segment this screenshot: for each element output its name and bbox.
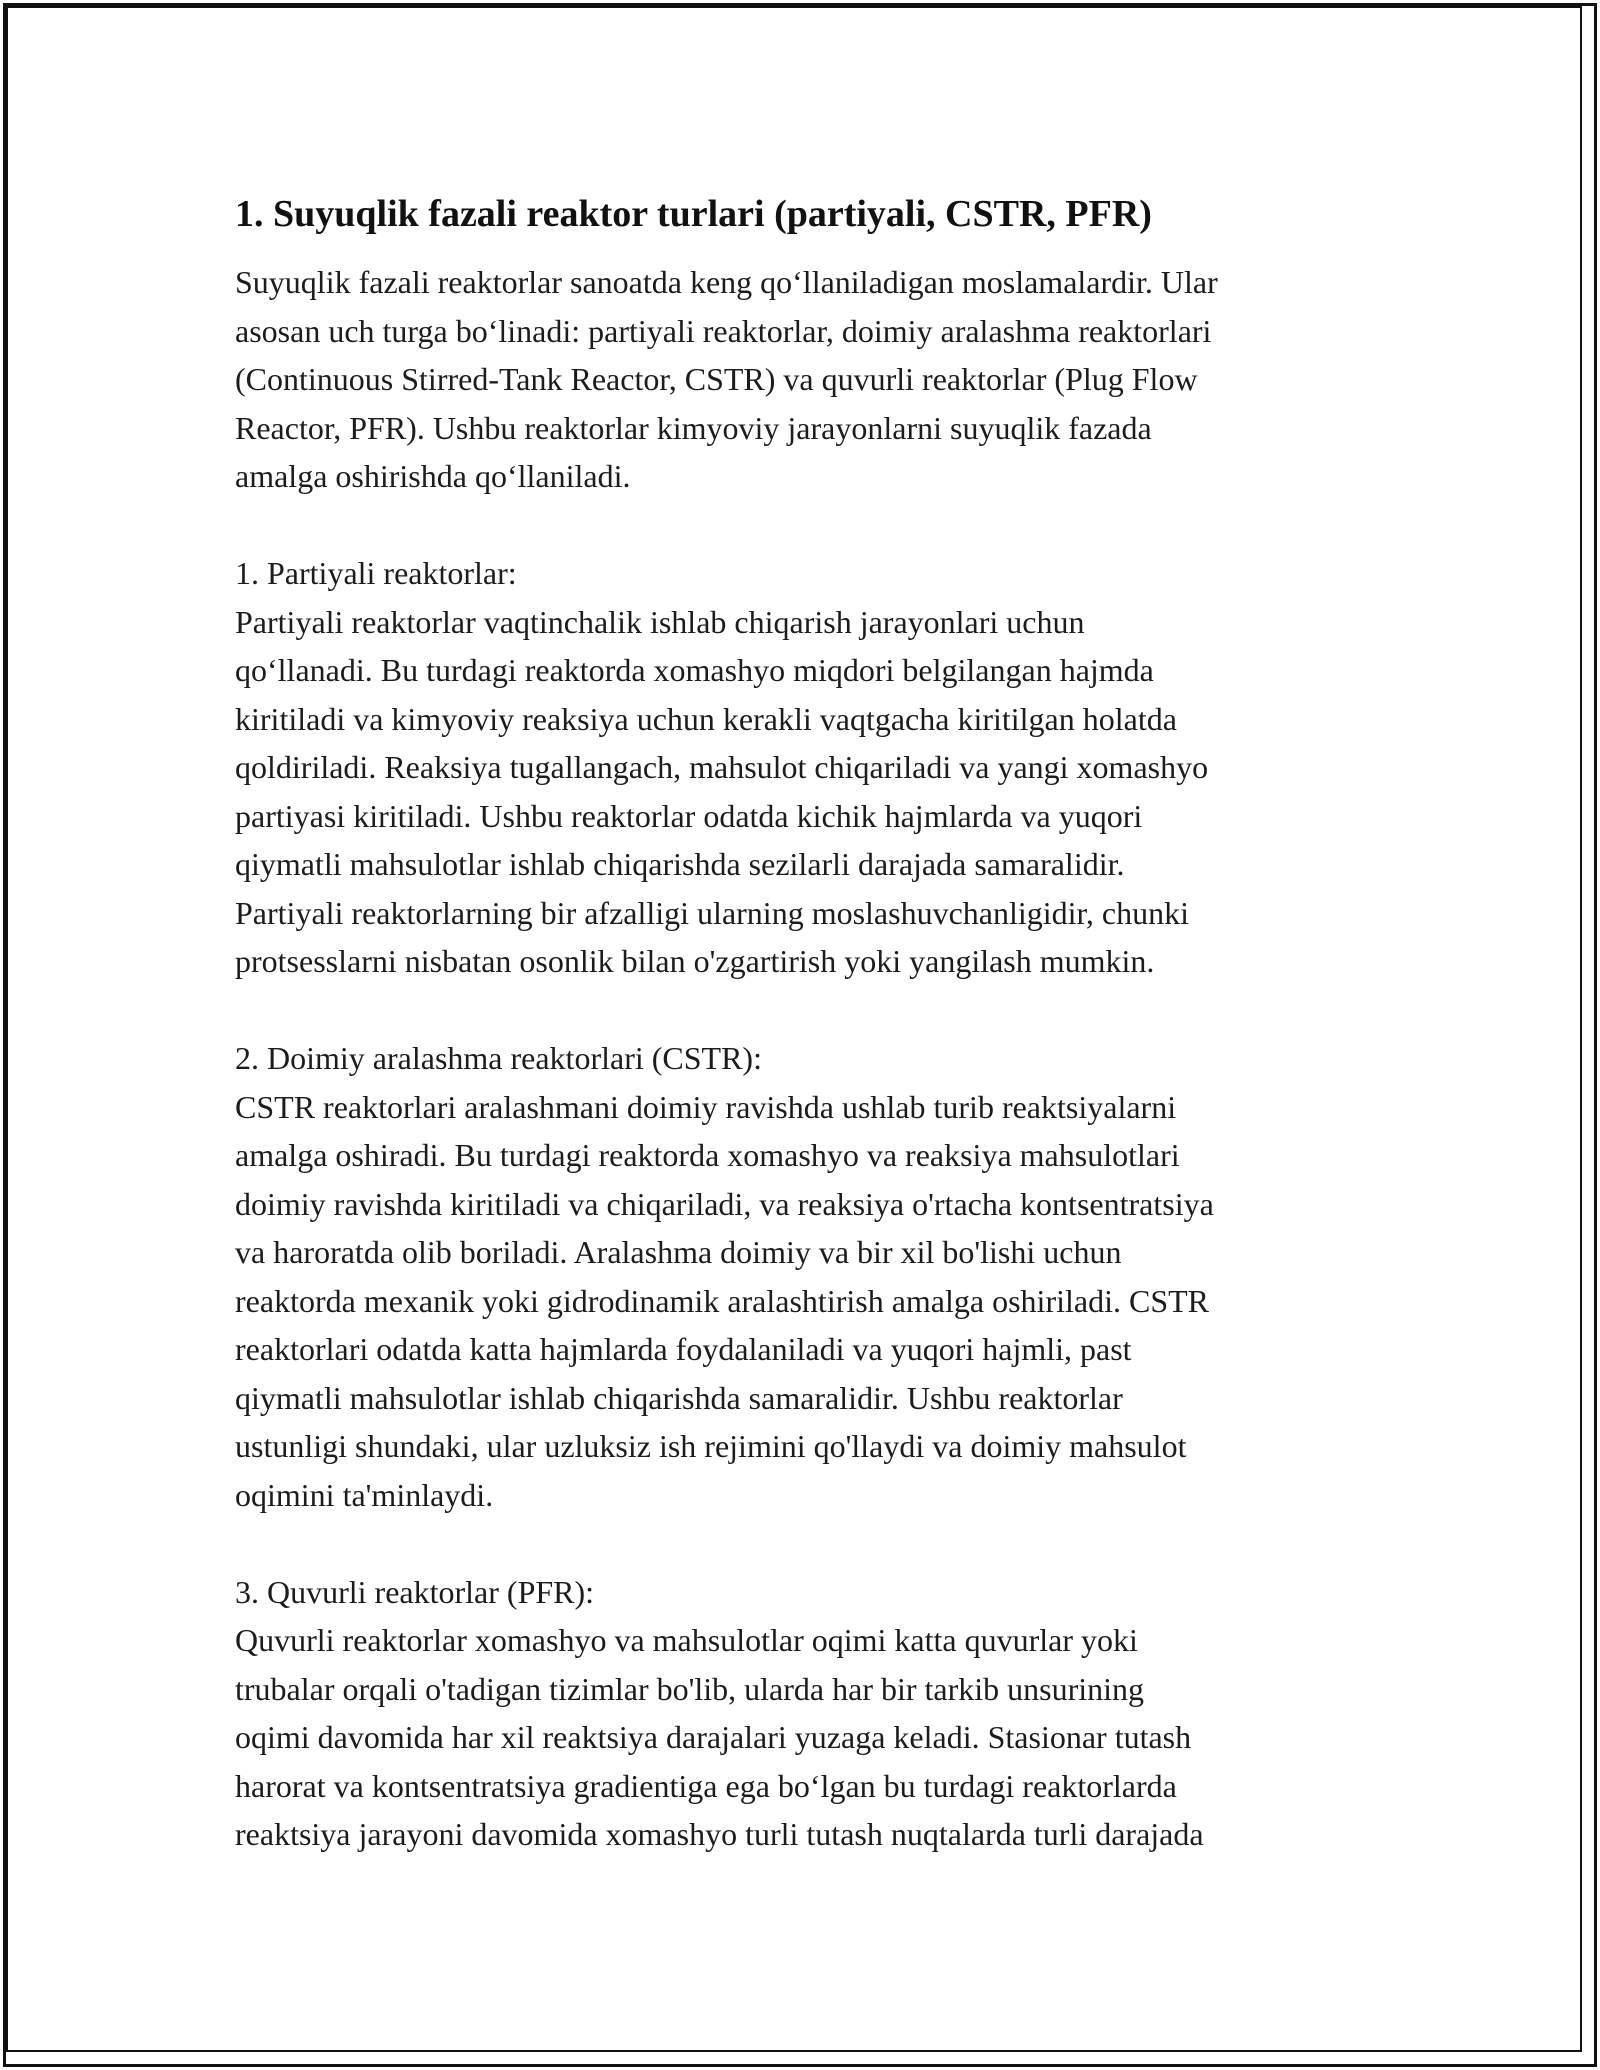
document-heading: 1. Suyuqlik fazali reaktor turlari (partiyali, CSTR, PFR) bbox=[235, 193, 1152, 235]
text-line: oqimini ta'minlaydi. bbox=[235, 1476, 494, 1513]
text-line: qiymatli mahsulotlar ishlab chiqarishda sezilarli darajada samaralidir. bbox=[235, 846, 1125, 882]
text-line: kiritiladi va kimyoviy reaksiya uchun kerakli vaqtgacha kiritilgan holatda bbox=[235, 700, 1177, 737]
text-line: qoldiriladi. Reaksiya tugallangach, mahsulot chiqariladi va yangi xomashyo bbox=[235, 749, 1209, 785]
text-line: qo‘llanadi. Bu turdagi reaktorda xomashyo miqdori belgilangan hajmda bbox=[235, 652, 1154, 688]
text-line: ustunligi shundaki, ular uzluksiz ish rejimini qo'llaydi va doimiy mahsulot bbox=[235, 1428, 1187, 1464]
text-line: oqimi davomida har xil reaktsiya darajalari yuzaga keladi. Stasionar tutash bbox=[235, 1719, 1192, 1755]
document-page bbox=[235, 190, 1385, 1859]
text-line: protsesslarni nisbatan osonlik bilan o'zgartirish yoki yangilash mumkin. bbox=[235, 943, 1155, 979]
section-title: 3. Quvurli reaktorlar (PFR): bbox=[235, 1573, 595, 1610]
text-line: harorat va kontsentratsiya gradientiga ega bo‘lgan bu turdagi reaktorlarda bbox=[235, 1767, 1177, 1804]
section-cstr-reactors bbox=[235, 1034, 1385, 1519]
section-title: 1. Partiyali reaktorlar: bbox=[235, 555, 517, 591]
text-line: va haroratda olib boriladi. Aralashma doimiy va bir xil bo'lishi uchun bbox=[235, 1234, 1122, 1270]
text-line: Partiyali reaktorlarning bir afzalligi ularning moslashuvchanligidir, chunki bbox=[235, 894, 1190, 931]
section-pfr-reactors bbox=[235, 1568, 1385, 1859]
text-line: asosan uch turga bo‘linadi: partiyali reaktorlar, doimiy aralashma reaktorlari bbox=[235, 312, 1212, 349]
text-line: qiymatli mahsulotlar ishlab chiqarishda samaralidir. Ushbu reaktorlar bbox=[235, 1379, 1123, 1416]
text-line: amalga oshiradi. Bu turdagi reaktorda xomashyo va reaksiya mahsulotlari bbox=[235, 1137, 1180, 1173]
section-batch-reactors bbox=[235, 549, 1385, 986]
text-line: Reactor, PFR). Ushbu reaktorlar kimyoviy jarayonlarni suyuqlik fazada bbox=[235, 409, 1152, 446]
text-line: reaktorlari odatda katta hajmlarda foydalaniladi va yuqori hajmli, past bbox=[235, 1331, 1132, 1367]
paragraph-spacer bbox=[235, 986, 1385, 1035]
paragraph-spacer bbox=[235, 1519, 1385, 1568]
paragraph-spacer bbox=[235, 501, 1385, 550]
text-line: trubalar orqali o'tadigan tizimlar bo'lib, ularda har bir tarkib unsurining bbox=[235, 1670, 1145, 1707]
text-line: (Continuous Stirred-Tank Reactor, CSTR) va quvurli reaktorlar (Plug Flow bbox=[235, 361, 1198, 397]
text-line: CSTR reaktorlari aralashmani doimiy ravishda ushlab turib reaktsiyalarni bbox=[235, 1088, 1177, 1125]
section-title: 2. Doimiy aralashma reaktorlari (CSTR): bbox=[235, 1040, 762, 1076]
text-line: doimiy ravishda kiritiladi va chiqariladi, va reaksiya o'rtacha kontsentratsiya bbox=[235, 1185, 1214, 1222]
intro-paragraph bbox=[235, 258, 1385, 501]
text-line: reaktorda mexanik yoki gidrodinamik aralashtirish amalga oshiriladi. CSTR bbox=[235, 1282, 1209, 1319]
text-line: Quvurli reaktorlar xomashyo va mahsulotlar oqimi katta quvurlar yoki bbox=[235, 1622, 1138, 1658]
text-line: partiyasi kiritiladi. Ushbu reaktorlar odatda kichik hajmlarda va yuqori bbox=[235, 797, 1143, 834]
text-line: Suyuqlik fazali reaktorlar sanoatda keng qo‘llaniladigan moslamalardir. Ular bbox=[235, 264, 1218, 300]
text-line: amalga oshirishda qo‘llaniladi. bbox=[235, 458, 631, 494]
text-line: Partiyali reaktorlar vaqtinchalik ishlab chiqarish jarayonlari uchun bbox=[235, 603, 1085, 640]
text-line: reaktsiya jarayoni davomida xomashyo turli tutash nuqtalarda turli darajada bbox=[235, 1816, 1204, 1852]
